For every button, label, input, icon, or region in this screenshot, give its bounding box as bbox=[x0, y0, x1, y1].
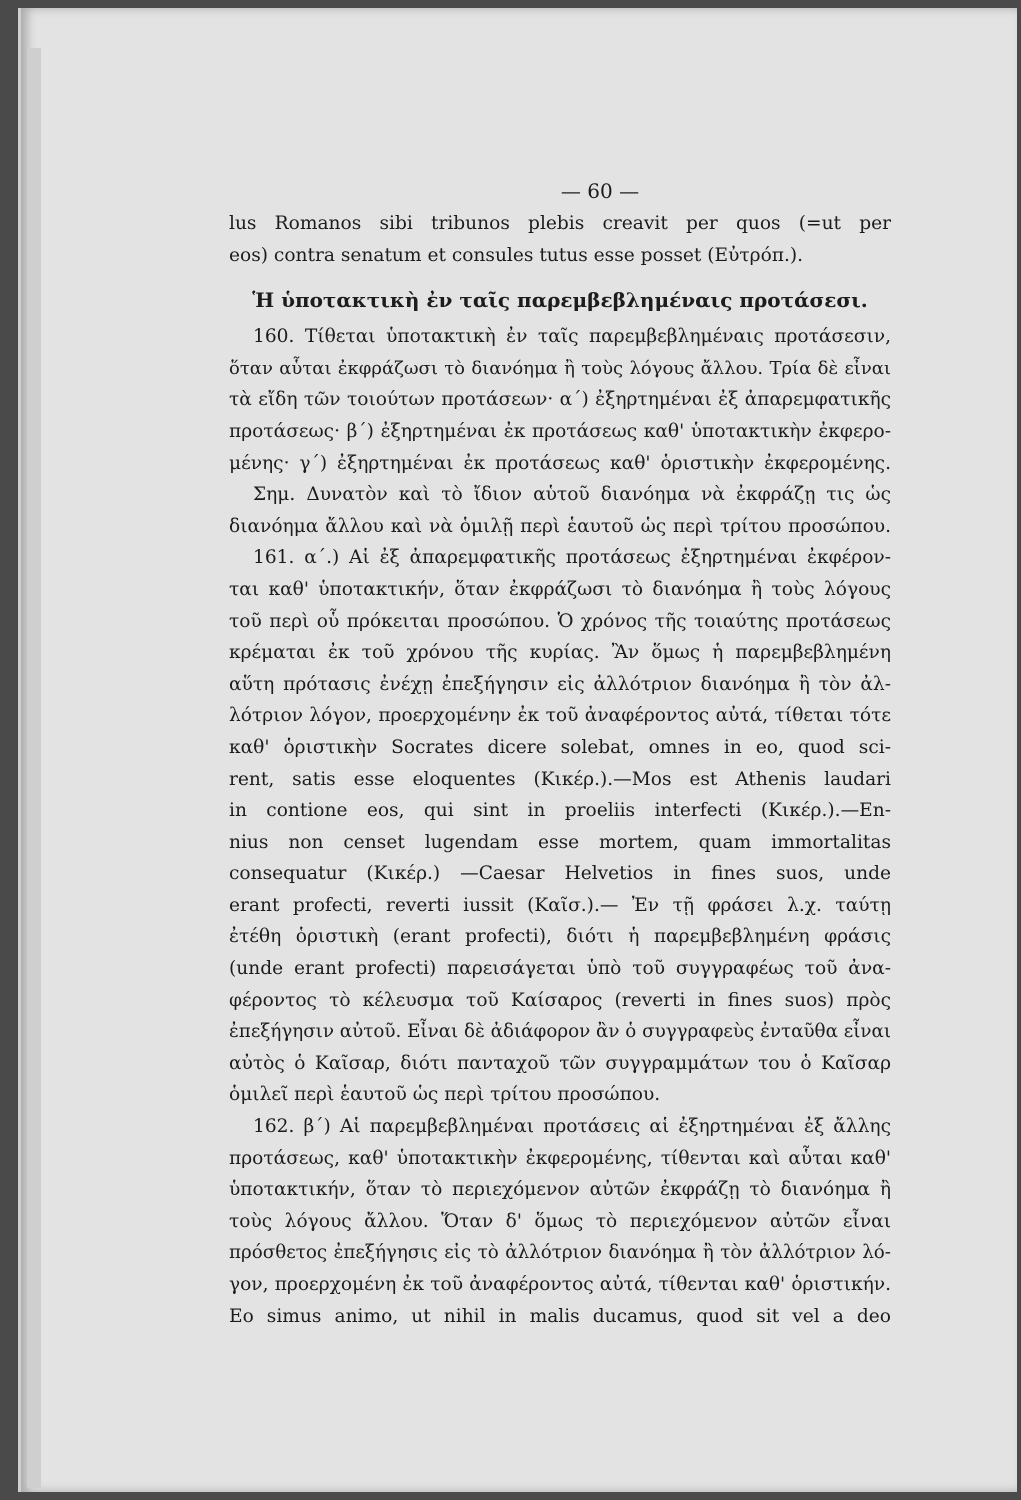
text-line: αὕτη πρότασις ἐνέχῃ ἐπεξήγησιν εἰς ἀλλότριον διανόημα ἢ τὸν ἀλ- bbox=[229, 673, 891, 695]
text-line: ἐτέθη ὁριστικὴ (erant profecti), διότι ἡ παρεμβεβλημένη φράσις bbox=[229, 926, 891, 948]
text-line: διανόημα ἄλλου καὶ νὰ ὁμιλῇ περὶ ἑαυτοῦ ὡς περὶ τρίτου προσώπου. bbox=[229, 515, 891, 537]
text-line: τοὺς λόγους ἄλλου. Ὅταν δ' ὅμως τὸ περιεχόμενον αὐτῶν εἶναι bbox=[229, 1210, 891, 1232]
text-line: eos) contra senatum et consules tutus esse posset (Εὐτρόπ.). bbox=[229, 244, 804, 266]
text-line: φέροντος τὸ κέλευσμα τοῦ Καίσαρος (reverti in fines suos) πρὸς bbox=[229, 989, 891, 1011]
text-line: καθ' ὁριστικὴν Socrates dicere solebat, omnes in eo, quod sci- bbox=[229, 736, 891, 758]
text-line: πρόσθετος ἐπεξήγησις εἰς τὸ ἀλλότριον διανόημα ἢ τὸν ἀλλότριον λό- bbox=[229, 1242, 891, 1264]
paragraph-161-start: 161. α´.) Αἱ ἐξ ἀπαρεμφατικῆς προτάσεως ἐξηρτημέναι ἐκφέρον- bbox=[253, 547, 891, 569]
text-line: τοῦ περὶ οὗ πρόκειται προσώπου. Ὁ χρόνος τῆς τοιαύτης προτάσεως bbox=[229, 610, 891, 632]
text-line: κρέμαται ἐκ τοῦ χρόνου τῆς κυρίας. Ἂν ὅμως ἡ παρεμβεβλημένη bbox=[229, 642, 891, 664]
paragraph-162-start: 162. β´) Αἱ παρεμβεβλημέναι προτάσεις αἱ ἐξηρτημέναι ἐξ ἄλλης bbox=[253, 1116, 891, 1138]
section-heading: Ἡ ὑποτακτικὴ ἐν ταῖς παρεμβεβλημέναις προτάσεσι. bbox=[252, 288, 868, 313]
page-text-block bbox=[229, 174, 891, 1332]
page-edge-shadow bbox=[27, 48, 41, 1488]
text-line: nius non censet lugendam esse mortem, quam immortalitas bbox=[229, 831, 891, 853]
page-number: — 60 — bbox=[560, 179, 640, 203]
note-line: Σημ. Δυνατὸν καὶ τὸ ἴδιον αὑτοῦ διανόημα νὰ ἐκφράζῃ τις ὡς bbox=[253, 484, 891, 506]
text-line: ται καθ' ὑποτακτικήν, ὅταν ἐκφράζωσι τὸ διανόημα ἢ τοὺς λόγους bbox=[229, 578, 891, 600]
text-line: αὐτὸς ὁ Καῖσαρ, διότι πανταχοῦ τῶν συγγραμμάτων του ὁ Καῖσαρ bbox=[229, 1052, 891, 1074]
text-line: in contione eos, qui sint in proeliis interfecti (Κικέρ.).—En- bbox=[229, 800, 891, 822]
text-line: προτάσεως· β´) ἐξηρτημέναι ἐκ προτάσεως καθ' ὑποτακτικὴν ἐκφερο- bbox=[229, 420, 891, 442]
text-line: lus Romanos sibi tribunos plebis creavit per quos (=ut per bbox=[229, 213, 891, 234]
text-line: erant profecti, reverti iussit (Καῖσ.).— Ἐν τῇ φράσει λ.χ. ταύτῃ bbox=[229, 894, 891, 916]
text-line: rent, satis esse eloquentes (Κικέρ.).—Mos est Athenis laudari bbox=[229, 768, 891, 790]
text-line: ὁμιλεῖ περὶ ἑαυτοῦ ὡς περὶ τρίτου προσώπου. bbox=[229, 1084, 661, 1106]
text-line: consequatur (Κικέρ.) —Caesar Helvetios in fines suos, unde bbox=[229, 863, 891, 885]
text-line: λότριον λόγον, προερχομένην ἐκ τοῦ ἀναφέροντος αὐτά, τίθεται τότε bbox=[229, 705, 891, 727]
text-line: Eo simus animo, ut nihil in malis ducamus, quod sit vel a deo bbox=[229, 1305, 891, 1327]
text-line: (unde erant profecti) παρεισάγεται ὑπὸ τοῦ συγγραφέως τοῦ ἀνα- bbox=[229, 958, 891, 980]
paragraph-160-start: 160. Τίθεται ὑποτακτικὴ ἐν ταῖς παρεμβεβλημέναις προτάσεσιν, bbox=[253, 326, 891, 348]
text-line: μένης· γ´) ἐξηρτημέναι ἐκ προτάσεως καθ' ὁριστικὴν ἐκφερομένης. bbox=[229, 452, 891, 474]
text-line: γον, προερχομένη ἐκ τοῦ ἀναφέροντος αὐτά, τίθενται καθ' ὁριστικήν. bbox=[229, 1274, 891, 1295]
text-line: ὑποτακτικήν, ὅταν τὸ περιεχόμενον αὐτῶν ἐκφράζῃ τὸ διανόημα ἢ bbox=[229, 1179, 891, 1201]
text-line: προτάσεως, καθ' ὑποτακτικὴν ἐκφερομένης, τίθενται καὶ αὗται καθ' bbox=[229, 1147, 891, 1169]
text-line: ὅταν αὗται ἐκφράζωσι τὸ διανόημα ἢ τοὺς λόγους ἄλλου. Τρία δὲ εἶναι bbox=[229, 357, 891, 379]
text-line: ἐπεξήγησιν αὐτοῦ. Εἶναι δὲ ἀδιάφορον ἂν ὁ συγγραφεὺς ἐνταῦθα εἶναι bbox=[229, 1021, 891, 1043]
text-line: τὰ εἴδη τῶν τοιούτων προτάσεων· α´) ἐξηρτημέναι ἐξ ἀπαρεμφατικῆς bbox=[229, 389, 891, 411]
